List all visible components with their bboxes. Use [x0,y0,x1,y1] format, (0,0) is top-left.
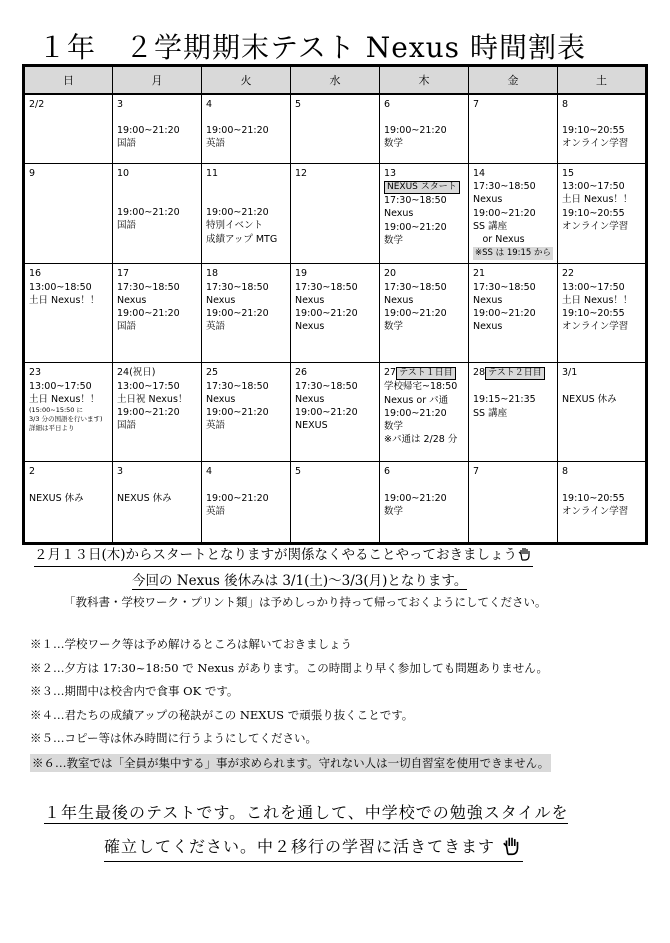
spacer [206,180,286,193]
schedule-line: 土日 Nexus！！ [562,194,633,206]
schedule-line: 17:30~18:50 [117,281,180,293]
schedule-line: 土日 Nexus！！ [29,393,100,405]
day-number: 22 [562,268,575,280]
schedule-line: 数学 [384,138,404,150]
calendar-day-cell [24,264,113,363]
calendar-day-cell [469,94,558,164]
schedule-line: 17:30~18:50 [295,281,358,293]
schedule-line: Nexus [473,321,503,333]
day-header [384,167,464,194]
spacer [473,380,553,393]
weekday-header-row [24,66,647,95]
calendar-day-cell [113,462,202,544]
day-number: 14 [473,168,486,179]
schedule-line: SS 講座 [473,407,508,419]
day-number: 6 [384,99,391,110]
schedule-line: 数学 [384,321,404,333]
schedule-line: 英語 [206,420,226,432]
day-number: 3 [117,466,124,478]
calendar-day-cell [24,363,113,462]
calendar-day-cell [558,264,647,363]
schedule-line: 国語 [117,220,137,232]
schedule-line: Nexus [295,321,325,333]
schedule-line: 17:30~18:50 [206,281,269,293]
day-number: 24(祝日) [117,367,156,379]
spacer [117,479,197,492]
schedule-line: 19:00~21:20 [384,125,447,137]
schedule-line: 19:00~21:20 [384,308,447,320]
calendar-day-cell [113,94,202,164]
schedule-line: 17:30~18:50 [384,281,447,293]
spacer [206,479,286,492]
notice-start [34,543,533,567]
schedule-line: 数学 [384,234,404,246]
day-number: 5 [295,466,302,478]
schedule-line: NEXUS [295,420,328,432]
calendar-day-cell [469,363,558,462]
small-note: 3/3 分の国語を行います) [29,415,103,424]
schedule-line: 19:00~21:20 [206,492,269,504]
day-number: 21 [473,268,486,280]
schedule-line: 19:00~21:20 [206,308,269,320]
schedule-line: 19:00~21:20 [117,207,180,219]
spacer [562,479,641,492]
schedule-line: or Nexus [473,234,525,246]
day-number: 25 [206,367,219,379]
day-number: 13 [384,168,397,179]
day-number: 2 [29,466,36,478]
notice-materials: 「教科書・学校ワーク・プリント類」は予めしっかり持って帰っておくようにしてください。 [64,595,547,609]
calendar-day-cell [380,363,469,462]
closing-message-line1: １年生最後のテストです。これを通して、中学校での勉強スタイルを [44,800,568,824]
calendar-week-row [24,363,647,462]
small-note: (15:00~15:50 に [29,406,84,415]
schedule-line: 19:00~21:20 [206,207,269,219]
spacer [295,111,375,124]
spacer [117,180,197,193]
spacer [562,111,641,124]
calendar-day-cell [291,363,380,462]
schedule-line: 19:00~21:20 [384,492,447,504]
schedule-line: 19:00~21:20 [473,207,536,219]
day-number: 17 [117,268,130,280]
day-number: 20 [384,268,397,280]
schedule-line: 13:00~18:50 [29,281,92,293]
calendar-day-cell [558,363,647,462]
calendar-day-cell [291,164,380,264]
schedule-line: 19:10~20:55 [562,125,625,137]
calendar-day-cell [469,164,558,264]
day-number: 3 [117,99,124,110]
schedule-line: SS 講座 [473,220,508,232]
schedule-line: 土日祝 Nexus！ [117,393,188,405]
schedule-line: 英語 [206,505,226,517]
schedule-line: オンライン学習 [562,138,629,150]
schedule-line: 学校帰宅~18:50 [384,381,458,393]
schedule-line: 19:00~21:20 [295,308,358,320]
schedule-note: ※SS は 19:15 から [473,247,553,260]
day-header [473,366,553,380]
spacer [562,380,641,393]
schedule-line: Nexus [295,393,325,405]
calendar-day-cell [113,363,202,462]
schedule-line: 19:10~20:55 [562,492,625,504]
small-note: 詳細は平日より [29,424,75,433]
day-number: 7 [473,466,480,478]
spacer [384,111,464,124]
calendar-day-cell [113,164,202,264]
day-number: 23 [29,367,42,379]
day-number: 11 [206,168,219,179]
schedule-line: 17:30~18:50 [206,380,269,392]
weekday-thu: 木 [380,66,469,95]
schedule-line: 19:10~20:55 [562,207,625,219]
schedule-line: 17:30~18:50 [384,195,447,207]
schedule-line: 19:00~21:20 [384,221,447,233]
schedule-line: 19:00~21:20 [117,125,180,137]
day-number: 4 [206,99,213,110]
schedule-line: 国語 [117,420,137,432]
schedule-line: 19:15~21:35 [473,394,536,406]
weekday-fri: 金 [469,66,558,95]
weekday-tue: 火 [202,66,291,95]
note-item [30,754,551,778]
day-number: 8 [562,466,569,478]
note-item: ※１…学校ワーク等は予め解けるところは解いておきましょう [30,637,352,651]
schedule-line: 国語 [117,321,137,333]
spacer [29,479,108,492]
calendar-day-cell [113,264,202,363]
schedule-line: Nexus [473,194,503,206]
schedule-line: 17:30~18:50 [295,380,358,392]
day-header [384,366,464,380]
spacer [206,111,286,124]
schedule-line: Nexus [206,393,236,405]
schedule-line: 17:30~18:50 [473,281,536,293]
calendar-day-cell [380,264,469,363]
calendar-day-cell [380,462,469,544]
day-number: 15 [562,168,575,179]
schedule-line: 19:00~21:20 [473,308,536,320]
calendar-day-cell [24,94,113,164]
note-item: ※３…期間中は校舎内で食事 OK です。 [30,684,239,698]
calendar-day-cell [202,462,291,544]
schedule-line: NEXUS 休み [29,492,84,504]
notice-start-text: ２月１３日(木)からスタートとなりますが関係なくやることやっておきましょう [34,547,518,563]
schedule-line: 13:00~17:50 [562,181,625,193]
page-title: １年 ２学期期末テスト Nexus 時間割表 [38,31,586,64]
day-number: 16 [29,268,42,280]
schedule-line: 英語 [206,321,226,333]
day-number: 18 [206,268,219,280]
calendar-day-cell [202,94,291,164]
schedule-line: 19:00~21:20 [206,125,269,137]
calendar-week-row [24,164,647,264]
day-number: 9 [29,168,36,179]
note-item: ※５…コピー等は休み時間に行うようにしてください。 [30,731,318,745]
schedule-line: NEXUS 休み [117,492,172,504]
closing-message-line2 [104,834,523,862]
schedule-line: Nexus [206,294,236,306]
schedule-line: NEXUS 休み [562,393,617,405]
day-number: 5 [295,99,302,110]
schedule-line: Nexus [473,294,503,306]
day-number: 2/2 [29,99,45,110]
schedule-line: 19:00~21:20 [206,407,269,419]
spacer [384,479,464,492]
weekday-sat: 土 [558,66,647,95]
schedule-line: 13:00~17:50 [117,380,180,392]
schedule-line: 19:00~21:20 [384,407,447,419]
calendar-day-cell [202,363,291,462]
calendar-day-cell [202,164,291,264]
calendar-day-cell [291,94,380,164]
schedule-line: 19:00~21:20 [295,407,358,419]
notice-holiday: 今回の Nexus 後休みは 3/1(土)～3/3(月)となります。 [132,569,467,590]
day-number: 10 [117,168,130,179]
note-item: ※４…君たちの成績アップの秘訣がこの NEXUS で頑張り抜くことです。 [30,707,414,722]
calendar-day-cell [380,94,469,164]
schedule-line: 土日 Nexus！！ [562,294,633,306]
spacer [117,111,197,124]
day-number: 19 [295,268,308,280]
schedule-line: 数学 [384,421,404,433]
calendar-day-cell [558,94,647,164]
calendar-day-cell [24,462,113,544]
schedule-line: 成績アップ MTG [206,233,278,245]
schedule-line: 特別イベント [206,220,264,232]
calendar-day-cell [558,164,647,264]
event-tag: テスト１日目 [396,367,456,380]
schedule-line: Nexus or パ通 [384,394,449,406]
schedule-line: 土日 Nexus！！ [29,294,100,306]
schedule-line: Nexus [295,294,325,306]
closing-message-text: 確立してください。中２移行の学習に活きてきます [104,837,496,856]
calendar-day-cell [469,264,558,363]
spacer [206,193,286,206]
schedule-line: 17:30~18:50 [473,181,536,193]
schedule-line: Nexus [384,294,414,306]
calendar-day-cell [380,164,469,264]
note-item: ※２…夕方は 17:30~18:50 で Nexus があります。この時間より早く参加しても問題ありません。 [30,660,548,675]
calendar-week-row [24,462,647,544]
calendar-day-cell [291,264,380,363]
day-number: 3/1 [562,367,578,379]
schedule-line: ※パ通は 2/28 分 [384,434,458,446]
schedule-line: 13:00~17:50 [562,281,625,293]
day-number: 4 [206,466,213,478]
schedule-line: Nexus [384,208,414,220]
calendar-week-row [24,264,647,363]
schedule-line: オンライン学習 [562,505,629,517]
spacer [29,111,108,124]
calendar-day-cell [202,264,291,363]
day-number: 26 [295,367,308,379]
weekday-sun: 日 [24,66,113,95]
calendar-day-cell [469,462,558,544]
notes-list [30,636,551,777]
schedule-line: 19:00~21:20 [117,407,180,419]
event-tag: NEXUS スタート [384,181,460,194]
schedule-line: 19:00~21:20 [117,308,180,320]
day-number: 8 [562,99,569,110]
schedule-line: オンライン学習 [562,220,629,232]
day-number: 6 [384,466,391,478]
day-number: 12 [295,168,308,179]
calendar-day-cell [558,462,647,544]
schedule-calendar [22,64,648,545]
calendar-day-cell [24,164,113,264]
spacer [117,193,197,206]
raised-hand-icon [517,546,533,566]
note-item-highlighted: ※６…教室では「全員が集中する」事が求められます。守れない人は一切自習室を使用できません。 [32,755,550,770]
schedule-line: 英語 [206,138,226,150]
weekday-mon: 月 [113,66,202,95]
schedule-line: 数学 [384,505,404,517]
day-number: 28 [473,367,486,379]
schedule-line: Nexus [117,294,147,306]
weekday-wed: 水 [291,66,380,95]
calendar-week-row [24,94,647,164]
raised-hand-icon [501,835,523,861]
schedule-line: 国語 [117,138,137,150]
spacer [473,111,553,124]
schedule-line: 19:10~20:55 [562,308,625,320]
event-tag: テスト２日目 [485,367,545,380]
calendar-day-cell [291,462,380,544]
day-number: 7 [473,99,480,110]
day-number: 27 [384,367,397,379]
schedule-line: 13:00~17:50 [29,380,92,392]
schedule-line: オンライン学習 [562,321,629,333]
